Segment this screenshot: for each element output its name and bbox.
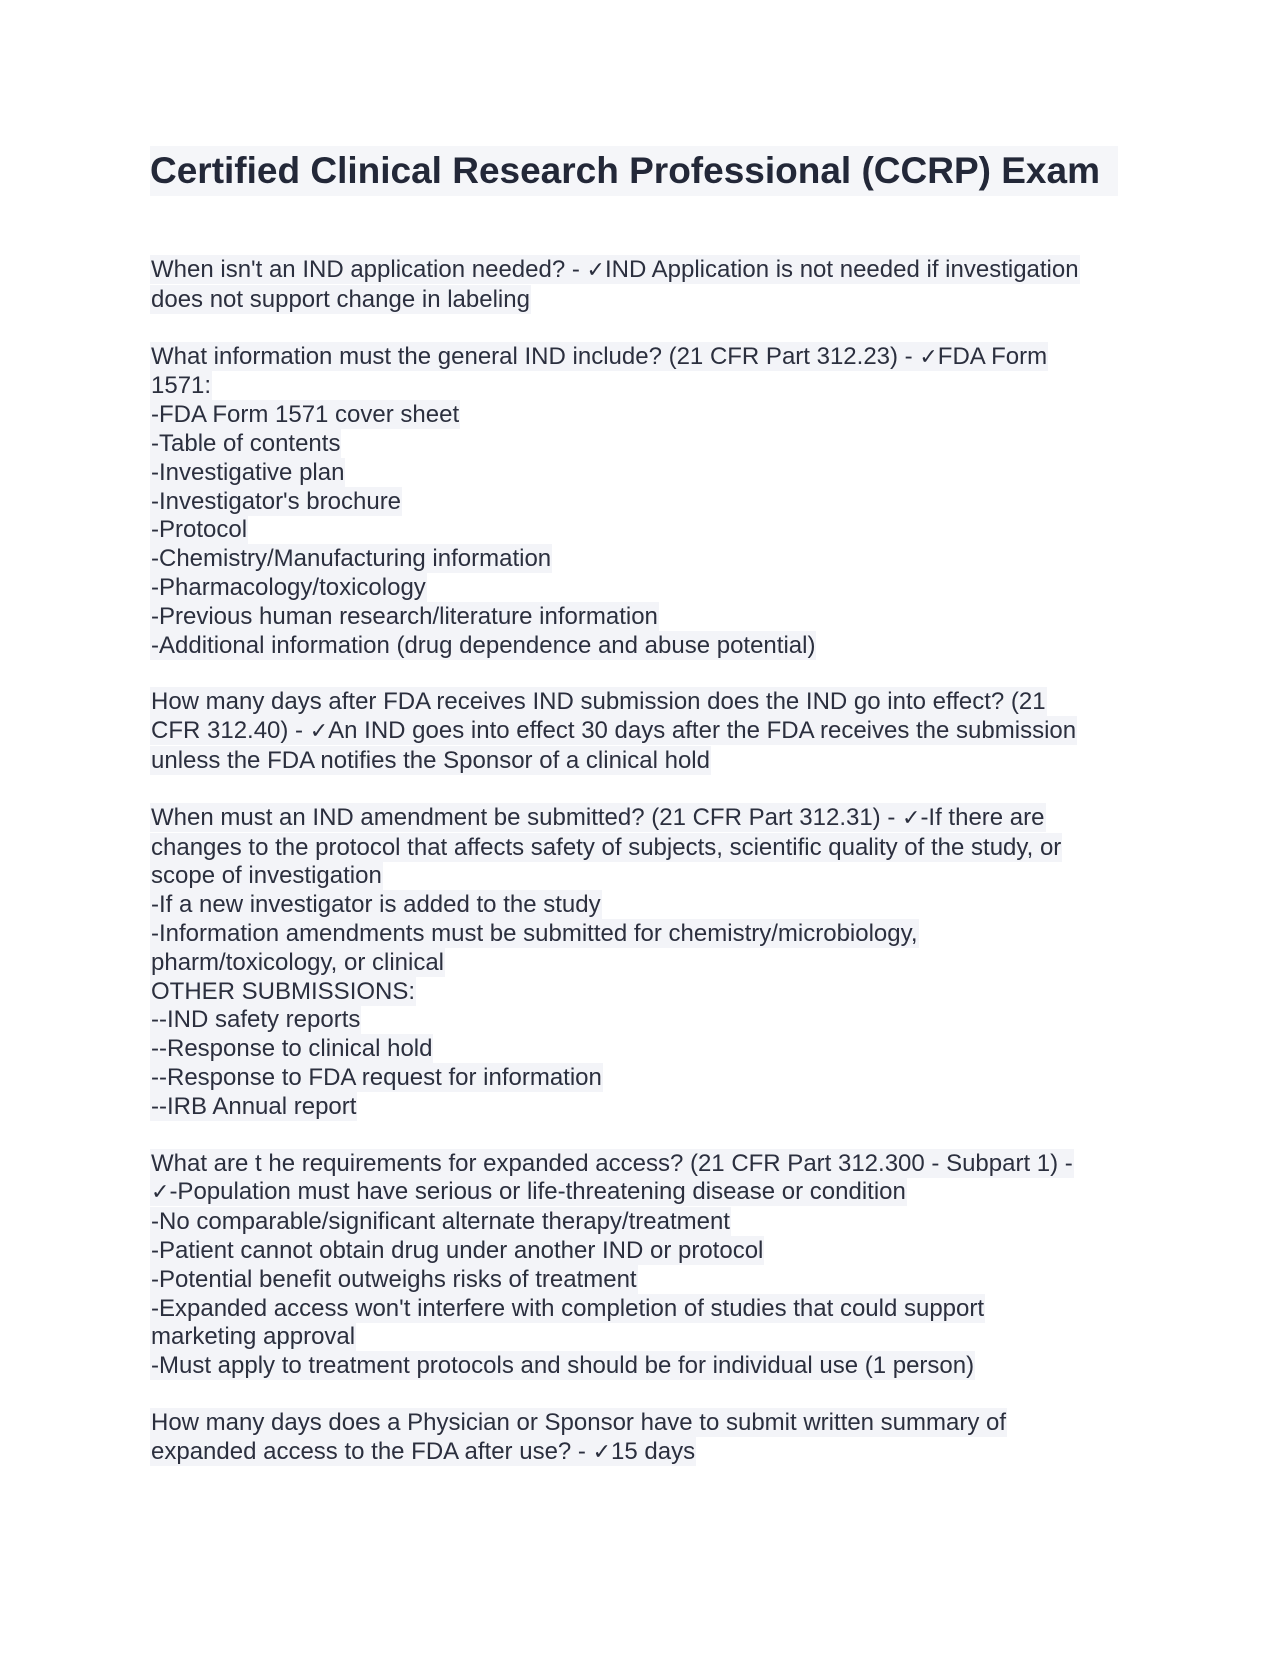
- qa-line-text: [150, 890, 602, 919]
- qa-line: [150, 545, 1135, 574]
- qa-line-text: [150, 919, 919, 948]
- qa-line: [150, 430, 1135, 459]
- line-prefix: CFR 312.40) -: [151, 717, 310, 745]
- qa-line-text: [150, 429, 341, 458]
- qa-line: [150, 949, 1135, 978]
- qa-item: [150, 1409, 1135, 1468]
- qa-line: [150, 401, 1135, 430]
- line-text: -If a new investigator is added to the study: [151, 891, 601, 919]
- line-text: -Expanded access won't interfere with completion of studies that could support: [151, 1294, 985, 1322]
- qa-line-text: [150, 861, 383, 890]
- line-text: --Response to clinical hold: [151, 1035, 433, 1063]
- qa-line-text: [150, 716, 1077, 745]
- qa-item: [150, 804, 1135, 1122]
- qa-line: [150, 1208, 1135, 1237]
- qa-line-text: [150, 400, 460, 429]
- line-text: -Investigator's brochure: [151, 487, 402, 515]
- qa-line-text: [150, 1034, 433, 1063]
- qa-item: [150, 688, 1135, 775]
- qa-line-text: [150, 1092, 357, 1121]
- qa-line: [150, 286, 1135, 315]
- qa-line-text: [150, 803, 1046, 832]
- line-text: -Patient cannot obtain drug under another IND or protocol: [151, 1236, 764, 1264]
- answer-text: -Population must have serious or life-threatening disease or condition: [169, 1178, 906, 1206]
- qa-line-text: [150, 687, 1047, 716]
- qa-line-text: [150, 1149, 1074, 1178]
- checkmark-icon: ✓: [586, 258, 605, 283]
- qa-line: [150, 632, 1135, 661]
- line-text: What are t he requirements for expanded access? (21 CFR Part 312.300 - Subpart 1) -: [151, 1149, 1073, 1177]
- qa-line: [150, 834, 1135, 863]
- qa-line: [150, 256, 1135, 286]
- line-text: OTHER SUBMISSIONS:: [151, 977, 416, 1005]
- qa-line: [150, 1006, 1135, 1035]
- qa-line: [150, 343, 1135, 373]
- qa-line-text: [150, 1005, 361, 1034]
- qa-line: [150, 1409, 1135, 1438]
- line-prefix: When must an IND amendment be submitted? (21 CFR Part 312.31) -: [151, 803, 902, 831]
- qa-line: [150, 1237, 1135, 1266]
- checkmark-icon: ✓: [151, 1180, 170, 1206]
- line-text: -Additional information (drug dependence and abuse potential): [151, 631, 816, 659]
- checkmark-icon: ✓: [592, 1439, 612, 1465]
- qa-line-text: [150, 515, 248, 544]
- qa-line-text: [150, 1351, 975, 1380]
- line-text: How many days after FDA receives IND submission does the IND go into effect? (21: [151, 688, 1046, 716]
- qa-line-text: [150, 285, 531, 314]
- line-text: does not support change in labeling: [151, 285, 530, 313]
- qa-line-text: [150, 544, 552, 573]
- line-text: -Investigative plan: [151, 458, 345, 486]
- qa-line: [150, 920, 1135, 949]
- line-text: -Pharmacology/toxicology: [151, 573, 426, 601]
- document-page: [150, 146, 1135, 1495]
- line-text: -Table of contents: [151, 429, 341, 457]
- line-prefix: What information must the general IND include? (21 CFR Part 312.23) -: [151, 342, 920, 370]
- qa-line: [150, 1323, 1135, 1352]
- qa-line: [150, 574, 1135, 603]
- line-text: -No comparable/significant alternate therapy/treatment: [151, 1208, 730, 1236]
- line-text: -Information amendments must be submitted for chemistry/microbiology,: [151, 919, 918, 947]
- qa-line: [150, 862, 1135, 891]
- qa-line-text: [150, 1063, 603, 1092]
- line-text: scope of investigation: [151, 862, 382, 890]
- qa-line: [150, 1150, 1135, 1179]
- qa-line: [150, 804, 1135, 834]
- line-text: 1571:: [151, 372, 212, 400]
- qa-line-text: [150, 1322, 356, 1351]
- qa-line-text: [150, 458, 345, 487]
- qa-line: [150, 1178, 1135, 1208]
- qa-line-text: [150, 1408, 1007, 1437]
- line-text: unless the FDA notifies the Sponsor of a clinical hold: [151, 746, 710, 774]
- qa-line: [150, 603, 1135, 632]
- answer-text: FDA Form: [937, 342, 1048, 370]
- qa-line: [150, 891, 1135, 920]
- line-prefix: expanded access to the FDA after use? -: [151, 1437, 593, 1465]
- qa-line: [150, 1064, 1135, 1093]
- qa-line-text: [150, 573, 427, 602]
- qa-line-text: [150, 1177, 907, 1206]
- qa-line-text: [150, 948, 445, 977]
- qa-line-text: [150, 631, 816, 660]
- qa-line: [150, 1352, 1135, 1381]
- qa-line: [150, 1093, 1135, 1122]
- qa-line: [150, 747, 1135, 776]
- line-text: --Response to FDA request for information: [151, 1063, 602, 1091]
- answer-text: An IND goes into effect 30 days after the FDA receives the submission: [328, 717, 1077, 745]
- checkmark-icon: ✓: [309, 719, 329, 745]
- answer-text: -If there are: [920, 803, 1045, 831]
- line-text: -Previous human research/literature information: [151, 602, 658, 630]
- line-text: --IRB Annual report: [151, 1092, 357, 1120]
- qa-line: [150, 1295, 1135, 1324]
- qa-line: [150, 1266, 1135, 1295]
- line-text: -Chemistry/Manufacturing information: [151, 545, 552, 573]
- qa-line: [150, 1438, 1135, 1468]
- checkmark-icon: ✓: [919, 344, 938, 370]
- line-text: -Must apply to treatment protocols and should be for individual use (1 person): [151, 1352, 975, 1380]
- line-text: -Potential benefit outweighs risks of treatment: [151, 1265, 637, 1293]
- line-text: changes to the protocol that affects safety of subjects, scientific quality of the study, or: [151, 833, 1062, 861]
- qa-item: [150, 1150, 1135, 1381]
- line-text: marketing approval: [151, 1323, 356, 1351]
- qa-line: [150, 1035, 1135, 1064]
- qa-line-text: [150, 602, 659, 631]
- qa-line: [150, 688, 1135, 717]
- qa-line: [150, 372, 1135, 401]
- checkmark-icon: ✓: [902, 805, 921, 831]
- qa-item: [150, 256, 1135, 315]
- line-prefix: When isn't an IND application needed? -: [151, 256, 587, 283]
- qa-line-text: [150, 977, 416, 1006]
- qa-line-text: [150, 1207, 731, 1236]
- answer-text: IND Application is not needed if investigation: [604, 256, 1079, 283]
- qa-item: [150, 343, 1135, 661]
- qa-line-text: [150, 1265, 638, 1294]
- qa-line-text: [150, 1236, 764, 1265]
- document-title: Certified Clinical Research Professional (CCRP) Exam: [150, 146, 1118, 196]
- qa-line-text: [150, 1437, 696, 1466]
- qa-line-text: [150, 833, 1062, 862]
- qa-line: [150, 978, 1135, 1007]
- qa-line-text: [150, 342, 1048, 371]
- qa-line-text: [150, 371, 212, 400]
- line-text: -FDA Form 1571 cover sheet: [151, 401, 460, 429]
- answer-text: 15 days: [611, 1437, 696, 1465]
- line-text: How many days does a Physician or Sponsor have to submit written summary of: [151, 1408, 1007, 1436]
- qa-list: [150, 256, 1135, 1467]
- qa-line: [150, 516, 1135, 545]
- qa-line: [150, 459, 1135, 488]
- qa-line: [150, 717, 1135, 747]
- qa-line: [150, 488, 1135, 517]
- qa-line-text: [150, 1294, 985, 1323]
- line-text: pharm/toxicology, or clinical: [151, 948, 445, 976]
- qa-line-text: [150, 746, 711, 775]
- qa-line-text: [150, 255, 1080, 284]
- line-text: --IND safety reports: [151, 1006, 361, 1034]
- line-text: -Protocol: [151, 516, 248, 544]
- qa-line-text: [150, 487, 402, 516]
